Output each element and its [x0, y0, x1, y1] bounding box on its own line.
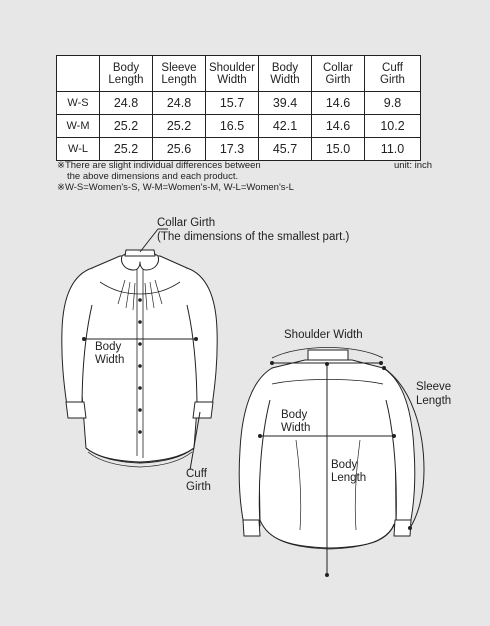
table-cell: 15.7: [206, 92, 259, 115]
body-length-label-1: Body: [331, 459, 358, 471]
table-cell: 25.2: [153, 115, 206, 138]
header-shoulder-width: Shoulder Width: [206, 56, 259, 92]
collar-girth-label: Collar Girth: [157, 217, 216, 229]
table-cell: 25.2: [100, 138, 153, 161]
table-cell: 9.8: [365, 92, 421, 115]
cuff-girth-label-1: Cuff: [186, 468, 207, 480]
collar-girth-note: (The dimensions of the smallest part.): [157, 231, 350, 243]
back-body-width-label-2: Width: [281, 422, 311, 434]
sleeve-length-label-2: Length: [416, 395, 452, 407]
header-body-width: Body Width: [259, 56, 312, 92]
table-cell: 24.8: [100, 92, 153, 115]
table-cell: 10.2: [365, 115, 421, 138]
table-cell: 14.6: [312, 92, 365, 115]
header-sleeve-length: Sleeve Length: [153, 56, 206, 92]
header-cuff-girth: Cuff Girth: [365, 56, 421, 92]
table-cell: 25.6: [153, 138, 206, 161]
table-cell: 45.7: [259, 138, 312, 161]
row-size-label: W-L: [57, 138, 100, 161]
front-shirt-illustration: [62, 250, 217, 467]
table-cell: 17.3: [206, 138, 259, 161]
front-body-width-label-2: Width: [95, 354, 125, 366]
table-cell: 11.0: [365, 138, 421, 161]
cuff-girth-label-2: Girth: [186, 481, 211, 493]
header-collar-girth: Collar Girth: [312, 56, 365, 92]
note-line: ※W-S=Women's-S, W-M=Women's-M, W-L=Women's-L: [57, 182, 294, 193]
body-length-label-2: Length: [331, 472, 367, 484]
row-size-label: W-S: [57, 92, 100, 115]
table-cell: 16.5: [206, 115, 259, 138]
back-body-width-label-1: Body: [281, 409, 308, 421]
note-line: ※There are slight individual differences between: [57, 160, 261, 171]
table-cell: 25.2: [100, 115, 153, 138]
header-body-length: Body Length: [100, 56, 153, 92]
table-cell: 39.4: [259, 92, 312, 115]
note-line: the above dimensions and each product.: [67, 171, 239, 182]
table-cell: 42.1: [259, 115, 312, 138]
table-cell: 24.8: [153, 92, 206, 115]
shoulder-width-label: Shoulder Width: [284, 329, 363, 341]
front-body-width-label-1: Body: [95, 341, 122, 353]
unit-label: unit: inch: [394, 160, 433, 171]
row-size-label: W-M: [57, 115, 100, 138]
sleeve-length-label-1: Sleeve: [416, 381, 452, 393]
table-cell: 14.6: [312, 115, 365, 138]
table-cell: 15.0: [312, 138, 365, 161]
